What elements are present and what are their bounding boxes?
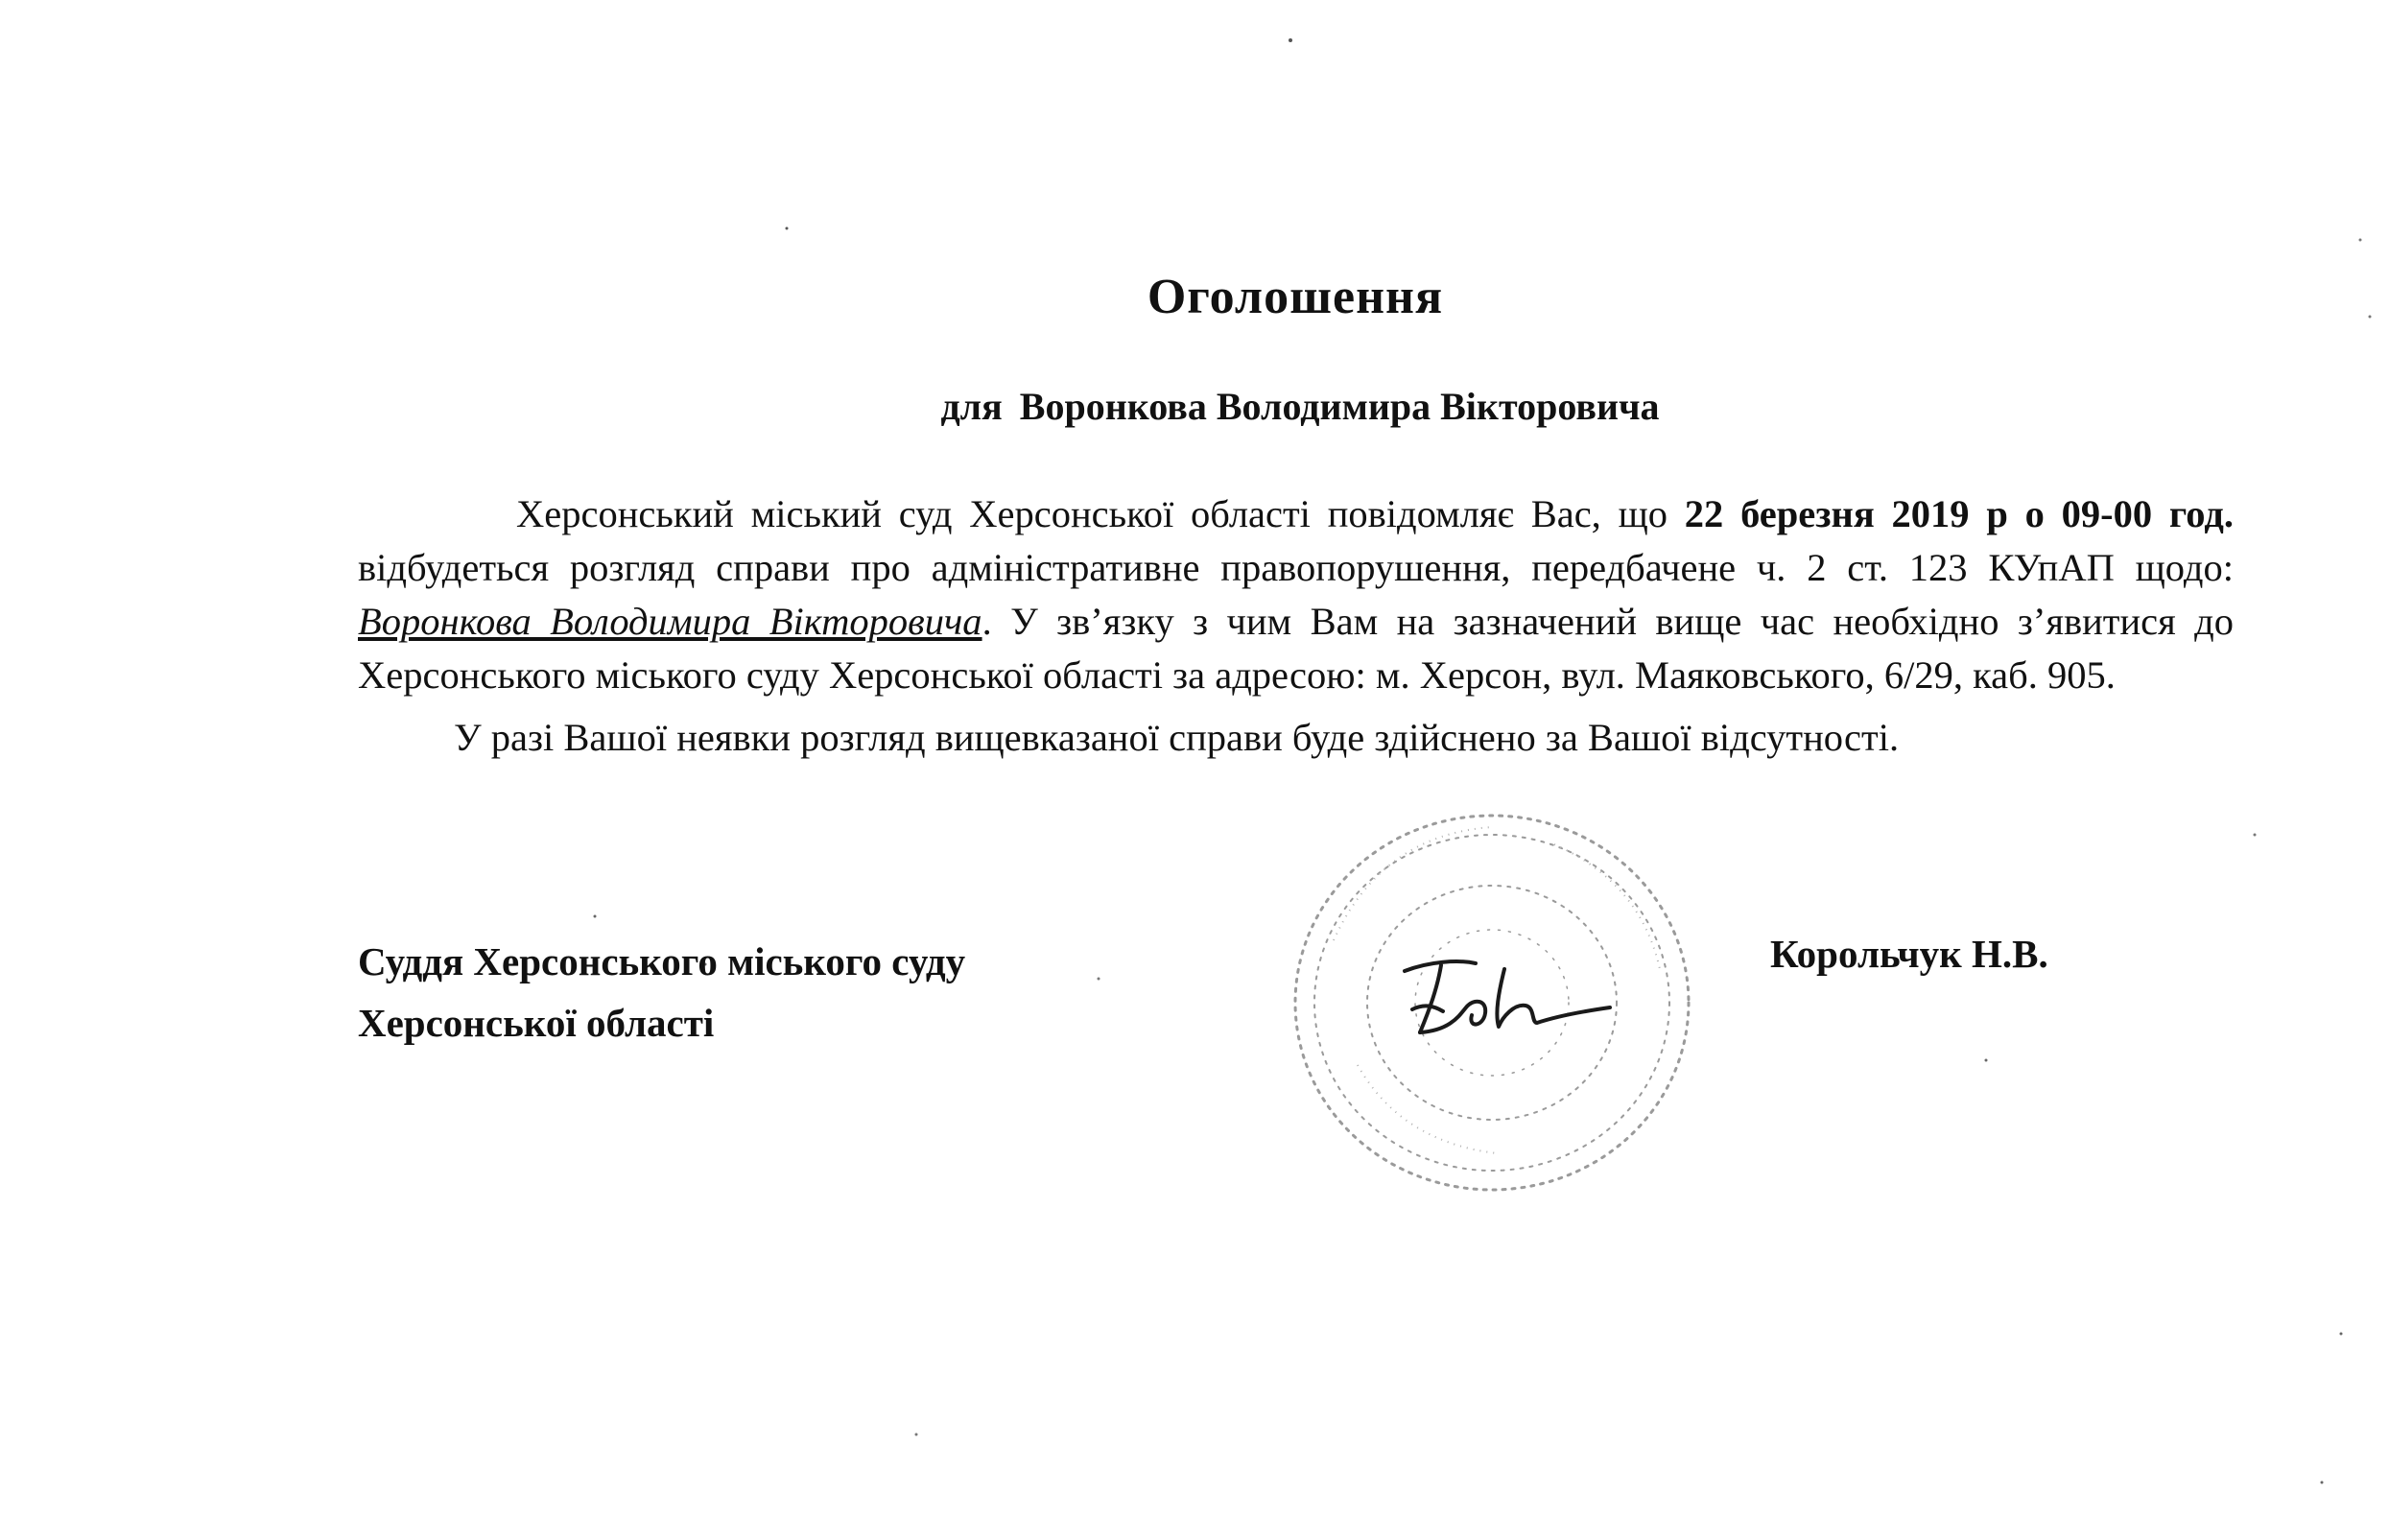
notice-paragraph-main — [358, 487, 2234, 702]
notice-paragraph-absence: У разі Вашої неявки розгляд вищевказаної справи буде здійснено за Вашої відсутності. — [454, 716, 1900, 759]
notice-body — [358, 487, 2234, 768]
judge-position — [358, 931, 965, 1054]
judge-position-line1: Суддя Херсонського міського суду — [358, 939, 966, 983]
defendant-name: Воронкова Володимира Вікторовича — [358, 600, 982, 643]
notice-intro: Херсонський міський суд Херсонської області повідомляє Вас, що — [516, 492, 1685, 535]
handwritten-signature-icon — [1391, 950, 1621, 1046]
page-title: Оголошення — [1147, 270, 1444, 324]
notice-case-text: відбудеться розгляд справи про адміністративне правопорушення, передбачене ч. 2 ст. 123 КУпАП щодо: — [358, 546, 2234, 589]
judge-position-line2: Херсонської області — [358, 1001, 715, 1045]
addressee-name: Воронкова Володимира Вікторовича — [1019, 385, 1660, 428]
hearing-datetime: 22 березня 2019 р о 09-00 год. — [1684, 492, 2234, 535]
judge-name: Корольчук Н.В. — [1770, 932, 2048, 976]
addressee-prefix: для — [940, 385, 1003, 428]
addressee-line — [0, 384, 2389, 429]
notice-address-text: . У зв’язку з чим Вам на зазначений вище час необхідно з’явитися до Херсонського міського суду Херсонської області за адресою: м. Херсон, вул. Маяковського, 6/29, каб. 905. — [358, 600, 2234, 697]
